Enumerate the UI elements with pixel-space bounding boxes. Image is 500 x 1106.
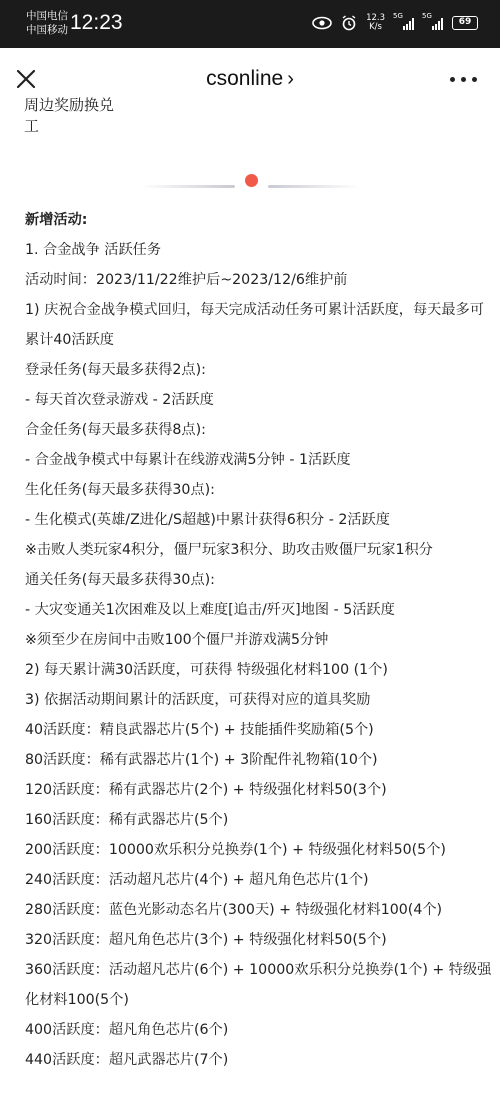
status-icons (312, 11, 478, 32)
article-line: - 大灾变通关1次困难及以上难度[追击/歼灭]地图 - 5活跃度 (25, 602, 395, 618)
article-line: 1. 合金战争 活跃任务 (25, 242, 162, 258)
reward-line: 240活跃度：活动超凡芯片(4个) + 超凡角色芯片(1个) (25, 872, 369, 888)
network-speed (366, 14, 385, 32)
carrier-telecom: 中国电信 (26, 10, 68, 22)
reward-line: 160活跃度：稀有武器芯片(5个) (25, 812, 229, 828)
carrier-mobile: 中国移动 (26, 24, 68, 36)
account-name: csonline (206, 67, 284, 90)
reward-line: 40活跃度：精良武器芯片(5个) + 技能插件奖励箱(5个) (25, 722, 374, 738)
partial-text: 周边奖励换兑工 (24, 96, 115, 135)
article-line: ※击败人类玩家4积分，僵尸玩家3积分、助攻击败僵尸玩家1积分 (25, 542, 433, 558)
reward-line: 80活跃度：稀有武器芯片(1个) + 3阶配件礼物箱(10个) (25, 752, 378, 768)
more-dot-icon (472, 77, 477, 82)
signal-label-2: 5G (422, 11, 432, 20)
article-line: 活动时间：2023/11/22维护后~2023/12/6维护前 (25, 272, 348, 288)
chevron-right-icon: › (287, 68, 294, 90)
section-heading: 新增活动: (25, 212, 88, 228)
article-line: 生化任务(每天最多获得30点): (25, 482, 215, 498)
clock: 12:23 (70, 11, 123, 34)
article-line: - 合金战争模式中每累计在线游戏满5分钟 - 1活跃度 (25, 452, 351, 468)
reward-line: 440活跃度：超凡武器芯片(7个) (25, 1052, 229, 1068)
network-speed-unit: K/s (369, 22, 382, 32)
account-title-link[interactable] (0, 67, 500, 91)
reward-line: 360活跃度：活动超凡芯片(6个) + 10000欢乐积分兑换券(1个) + 特级强化材料100(5个) (25, 962, 492, 1008)
article-line: - 生化模式(英雄/Z进化/S超越)中累计获得6积分 - 2活跃度 (25, 512, 390, 528)
article-line: 2) 每天累计满30活跃度，可获得 特级强化材料100 (1个) (25, 662, 388, 678)
article-line: 合金任务(每天最多获得8点): (25, 422, 206, 438)
more-dot-icon (450, 77, 455, 82)
signal-5g-icon-2 (422, 11, 443, 30)
article-line: - 每天首次登录游戏 - 2活跃度 (25, 392, 214, 408)
reward-line: 320活跃度：超凡角色芯片(3个) + 特级强化材料50(5个) (25, 932, 387, 948)
carrier-labels (26, 9, 68, 37)
article-line: 登录任务(每天最多获得2点): (25, 362, 206, 378)
status-bar (0, 0, 500, 48)
reward-line: 200活跃度：10000欢乐积分兑换券(1个) + 特级强化材料50(5个) (25, 842, 446, 858)
article-line: 通关任务(每天最多获得30点): (25, 572, 215, 588)
article-line: 1) 庆祝合金战争模式回归，每天完成活动任务可累计活跃度，每天最多可累计40活跃度 (25, 302, 484, 348)
divider-dot (245, 174, 258, 187)
more-options-button[interactable] (450, 77, 477, 82)
eye-icon (312, 16, 332, 30)
reward-line: 280活跃度：蓝色光影动态名片(300天) + 特级强化材料100(4个) (25, 902, 443, 918)
battery-icon: 69 (452, 16, 478, 30)
article-body (25, 205, 495, 1075)
reward-line: 400活跃度：超凡角色芯片(6个) (25, 1022, 229, 1038)
alarm-icon (341, 15, 357, 31)
article-line: 3) 依据活动期间累计的活跃度，可获得对应的道具奖励 (25, 692, 371, 708)
article-line: ※须至少在房间中击败100个僵尸并游戏满5分钟 (25, 632, 329, 648)
divider-line-right (268, 185, 360, 188)
signal-label: 5G (393, 11, 403, 20)
divider-line-left (140, 185, 235, 188)
section-divider (0, 170, 500, 190)
partial-text-line (24, 96, 119, 135)
signal-5g-icon (393, 11, 414, 30)
network-speed-value: 12.3 (366, 13, 385, 23)
more-dot-icon (461, 77, 466, 82)
reward-line: 120活跃度：稀有武器芯片(2个) + 特级强化材料50(3个) (25, 782, 387, 798)
